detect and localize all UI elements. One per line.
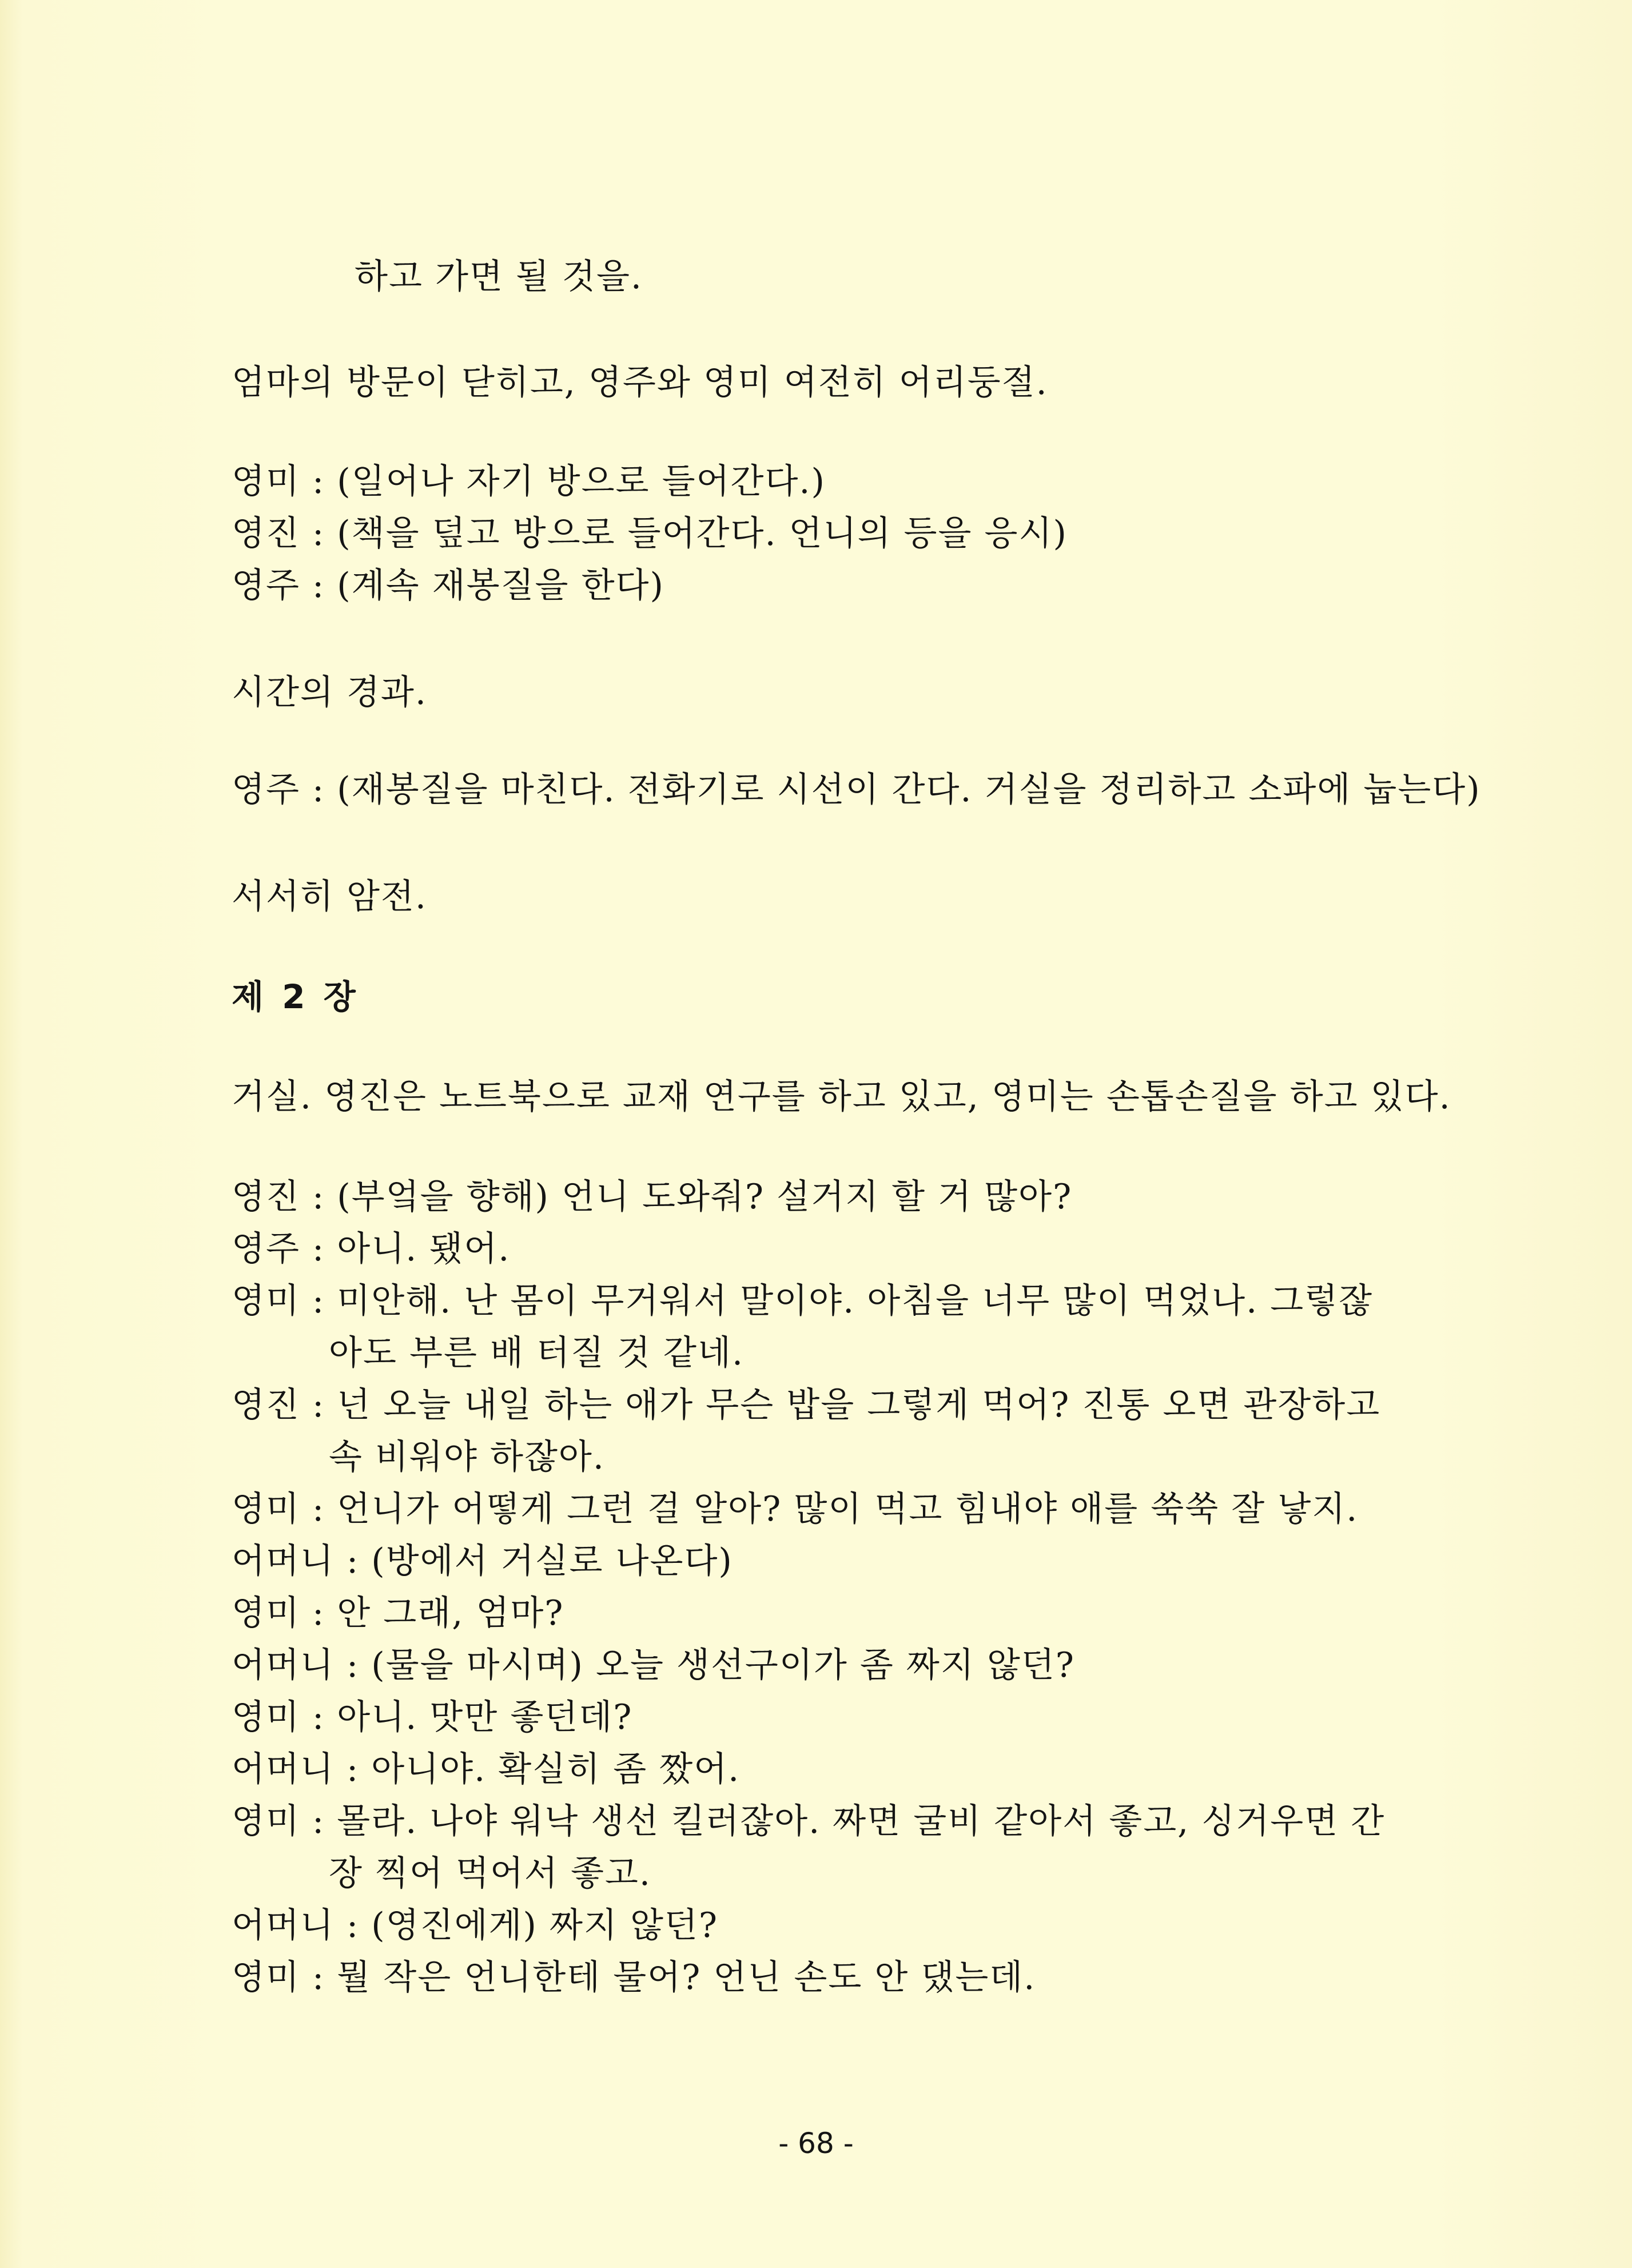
dialogue-line: 영미 : 안 그래, 엄마? — [232, 1593, 564, 1633]
dialogue-line: 영주 : (계속 재봉질을 한다) — [232, 566, 664, 606]
dialogue-line: 영미 : 뭘 작은 언니한테 물어? 언닌 손도 안 댔는데. — [232, 1957, 1036, 1998]
dialogue-line: 영미 : 몰라. 나야 워낙 생선 킬러잖아. 짜면 굴비 같아서 좋고, 싱거우면 간 — [232, 1801, 1386, 1841]
dialogue-line: 어머니 : (방에서 거실로 나온다) — [232, 1541, 733, 1581]
script-line: 하고 가면 될 것을. — [355, 257, 643, 297]
dialogue-continuation: 속 비워야 하잖아. — [329, 1437, 605, 1477]
dialogue-line: 영미 : 미안해. 난 몸이 무거워서 말이야. 아침을 너무 많이 먹었나. 그렇잖 — [232, 1281, 1374, 1321]
stage-direction: 엄마의 방문이 닫히고, 영주와 영미 여전히 어리둥절. — [232, 363, 1048, 403]
dialogue-line: 영주 : (재봉질을 마친다. 전화기로 시선이 간다. 거실을 정리하고 소파에 눕는다) — [232, 770, 1481, 810]
dialogue-line: 영진 : (책을 덮고 방으로 들어간다. 언니의 등을 응시) — [232, 514, 1068, 554]
dialogue-line: 어머니 : (물을 마시며) 오늘 생선구이가 좀 짜지 않던? — [232, 1645, 1075, 1685]
dialogue-line: 영미 : 아니. 맛만 좋던데? — [232, 1697, 633, 1737]
stage-direction: 시간의 경과. — [232, 673, 427, 713]
stage-direction: 거실. 영진은 노트북으로 교재 연구를 하고 있고, 영미는 손톱손질을 하고 있다. — [232, 1077, 1451, 1117]
stage-direction: 서서히 암전. — [232, 877, 427, 917]
dialogue-line: 영미 : (일어나 자기 방으로 들어간다.) — [232, 461, 826, 502]
dialogue-line: 어머니 : 아니야. 확실히 좀 짰어. — [232, 1749, 741, 1789]
dialogue-line: 영미 : 언니가 어떻게 그런 걸 알아? 많이 먹고 힘내야 애를 쑥쑥 잘 낳지. — [232, 1489, 1359, 1529]
dialogue-line: 영진 : (부엌을 향해) 언니 도와줘? 설거지 할 거 많아? — [232, 1177, 1073, 1217]
dialogue-line: 영주 : 아니. 됐어. — [232, 1229, 511, 1269]
dialogue-line: 영진 : 넌 오늘 내일 하는 애가 무슨 밥을 그렇게 먹어? 진통 오면 관장하고 — [232, 1385, 1381, 1425]
dialogue-continuation: 아도 부른 배 터질 것 같네. — [329, 1333, 745, 1373]
scene-heading: 제 2 장 — [232, 977, 359, 1016]
dialogue-line: 어머니 : (영진에게) 짜지 않던? — [232, 1905, 719, 1945]
page-number: - 68 - — [778, 2127, 854, 2160]
dialogue-continuation: 장 찍어 먹어서 좋고. — [329, 1853, 651, 1893]
